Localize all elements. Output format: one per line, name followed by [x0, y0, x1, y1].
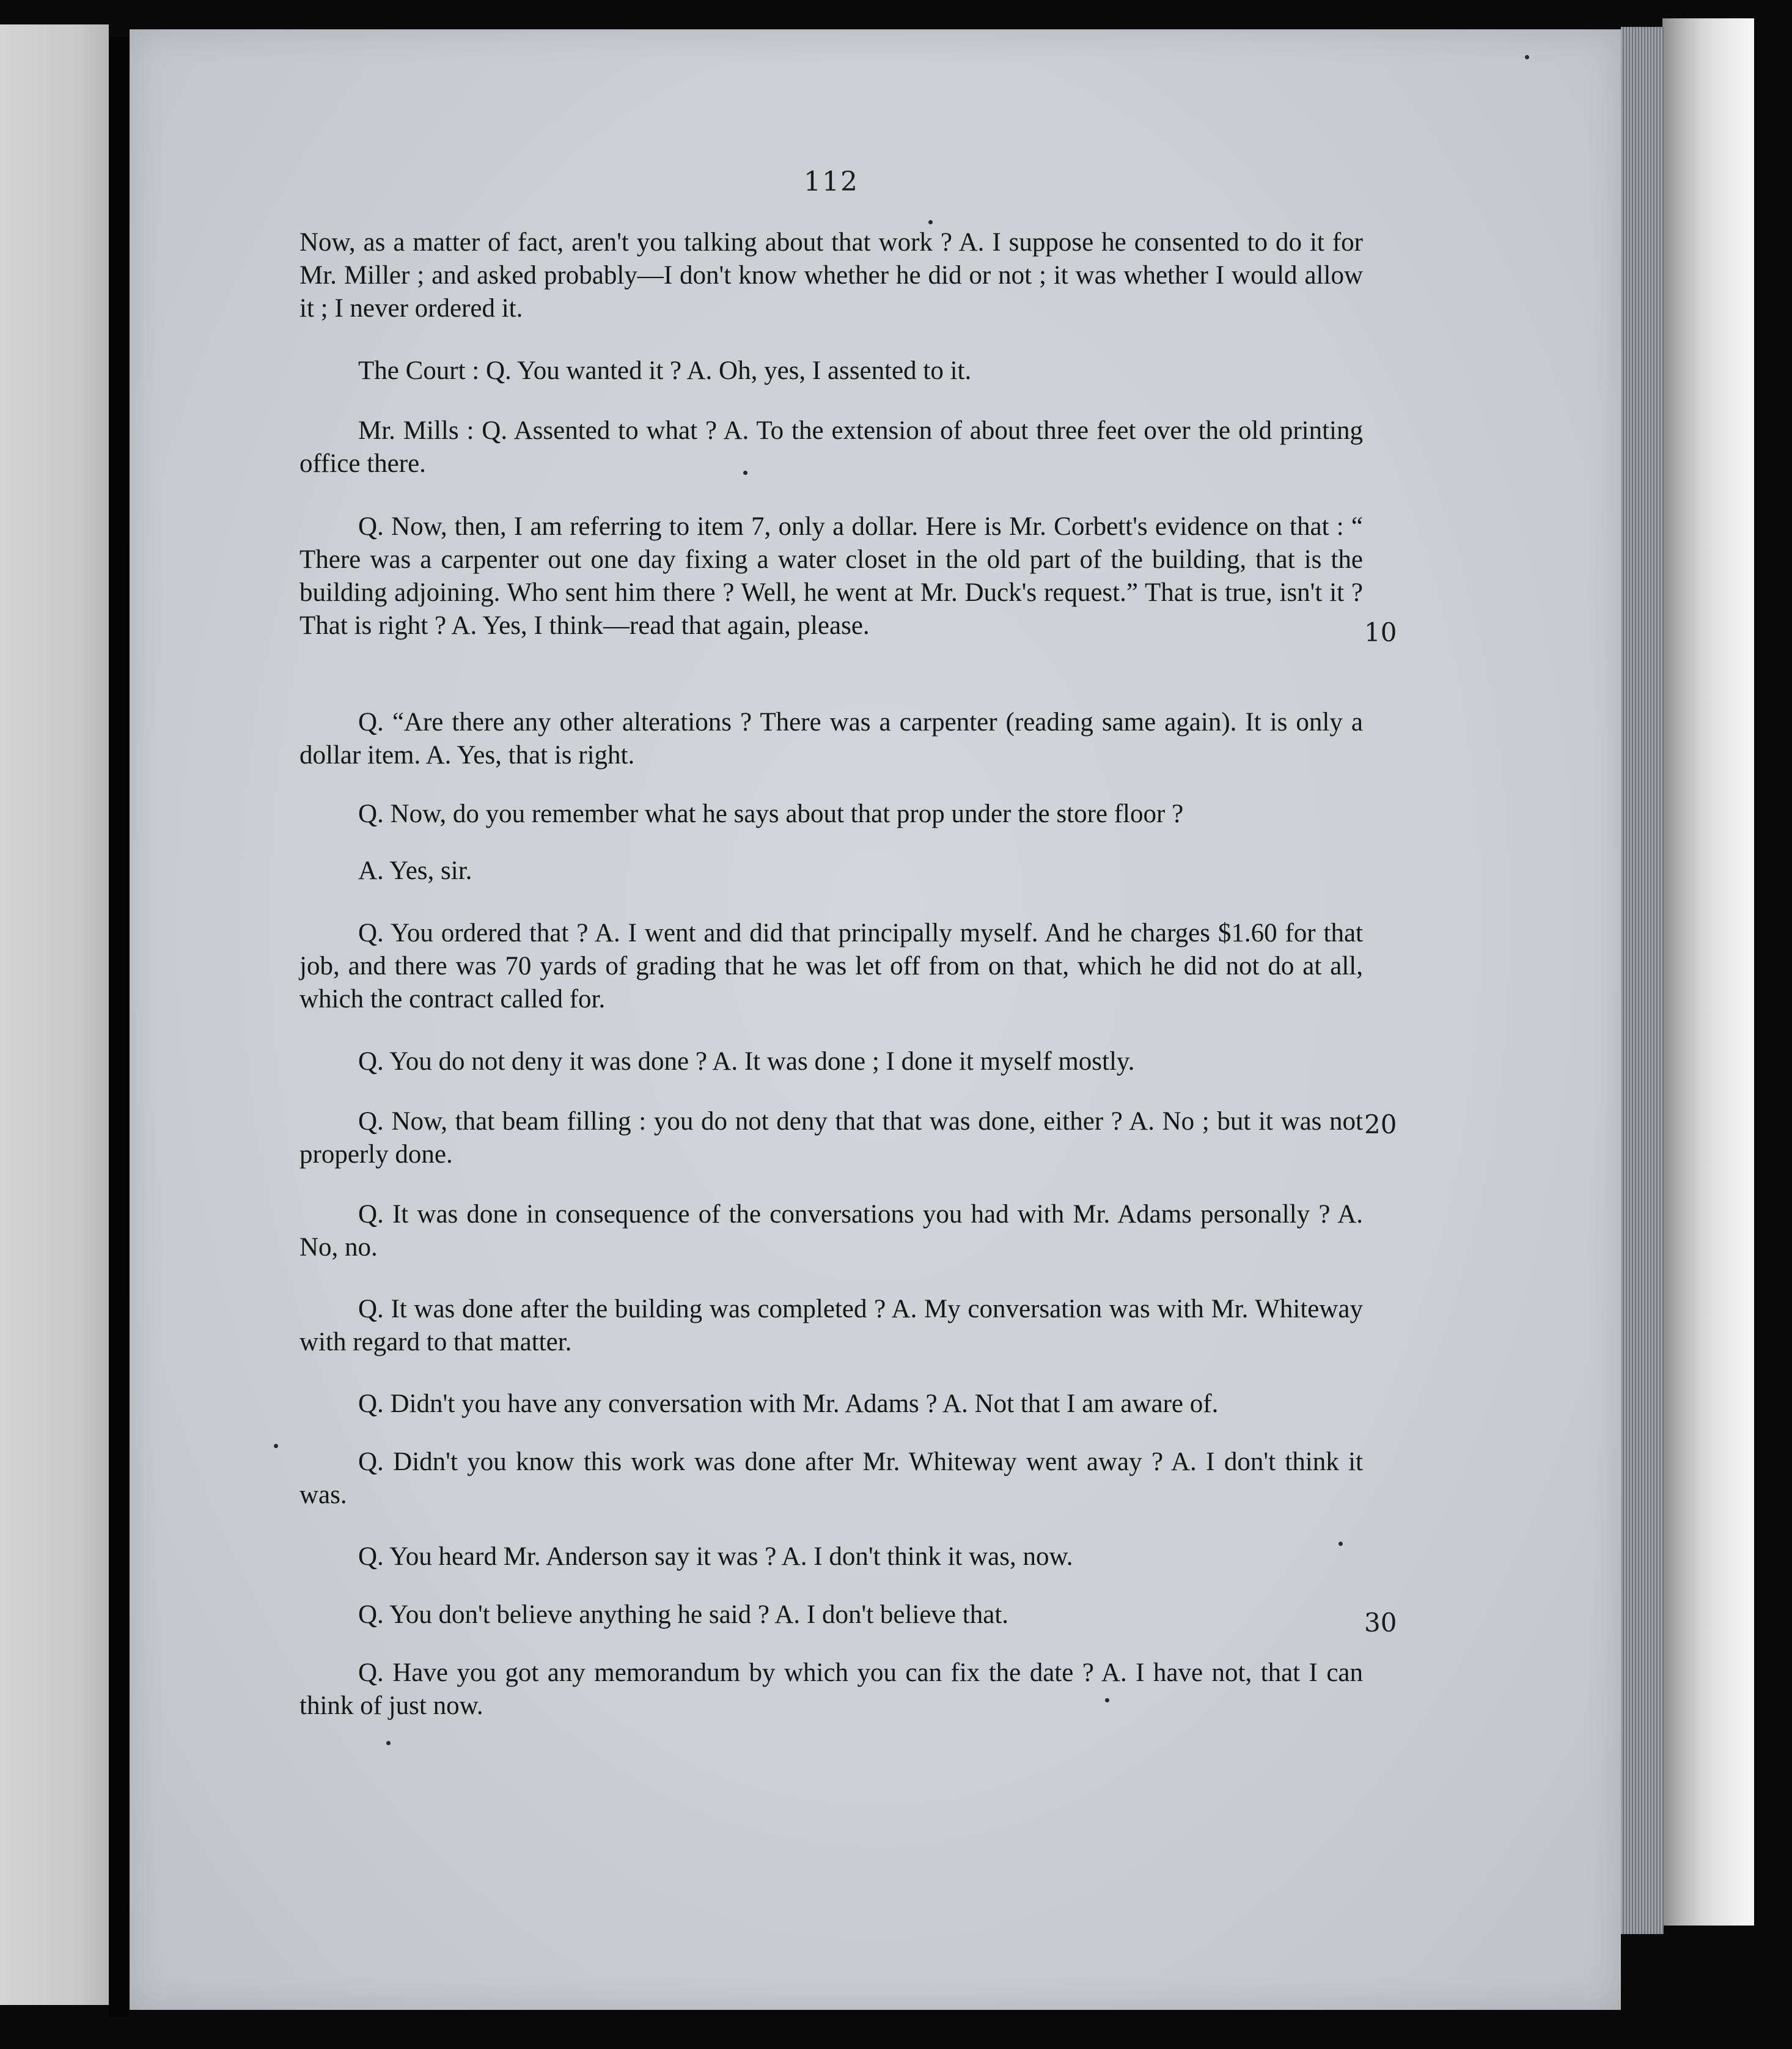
paragraph-17: Q. Have you got any memorandum by which you can fix the date ? A. I have not, that I can think of just now. [299, 1658, 1363, 1720]
paragraph-6: Q. Now, do you remember what he says about that prop under the store floor ? [358, 800, 1184, 828]
binding-gutter [109, 37, 130, 2017]
print-speck [1105, 1698, 1109, 1702]
paragraph-4: Q. Now, then, I am referring to item 7, only a dollar. Here is Mr. Corbett's evidence on that : “ There was a carpenter out one day fixing a water closet in the old part of the building, that is the building adjoining. Who sent him there ? Well, he went at Mr. Duck's request.” That is true, isn't it ? That is right ? A. Yes, I think—read that again, please. [299, 512, 1363, 640]
facing-page-edge [0, 24, 109, 2005]
paragraph-11: Q. It was done in consequence of the conversations you had with Mr. Adams personally ? A. No, no. [299, 1200, 1363, 1262]
paragraph-2: The Court : Q. You wanted it ? A. Oh, yes, I assented to it. [358, 356, 972, 385]
margin-line-number: 20 [1364, 1109, 1397, 1139]
margin-line-number: 30 [1364, 1608, 1397, 1638]
print-speck [928, 220, 933, 224]
paragraph-14: Q. Didn't you know this work was done after Mr. Whiteway went away ? A. I don't think it was. [299, 1448, 1363, 1509]
paragraph-9: Q. You do not deny it was done ? A. It was done ; I done it myself mostly. [358, 1047, 1135, 1076]
paragraph-12: Q. It was done after the building was completed ? A. My conversation was with Mr. Whiteway with regard to that matter. [299, 1295, 1363, 1356]
paragraph-13: Q. Didn't you have any conversation with Mr. Adams ? A. Not that I am aware of. [358, 1389, 1219, 1418]
paragraph-10: Q. Now, that beam filling : you do not deny that that was done, either ? A. No ; but it was not properly done. [299, 1107, 1363, 1169]
paragraph-1: Now, as a matter of fact, aren't you talking about that work ? A. I suppose he consented to do it for Mr. Miller ; and asked probably—I don't know whether he did or not ; it was whether I would allow it ; I never ordered it. [299, 228, 1363, 323]
paragraph-7: A. Yes, sir. [358, 856, 472, 885]
print-speck [1338, 1542, 1343, 1546]
page-stack-edge [1621, 27, 1664, 1934]
print-speck [1525, 55, 1529, 59]
scan-background [1662, 18, 1754, 1926]
paragraph-16: Q. You don't believe anything he said ? A. I don't believe that. [358, 1600, 1009, 1629]
print-speck [274, 1444, 278, 1448]
paragraph-5: Q. “Are there any other alterations ? There was a carpenter (reading same again). It is only a dollar item. A. Yes, that is right. [299, 708, 1363, 770]
print-speck [743, 471, 747, 475]
paragraph-3: Mr. Mills : Q. Assented to what ? A. To the extension of about three feet over the old printing office there. [299, 416, 1363, 478]
paragraph-15: Q. You heard Mr. Anderson say it was ? A. I don't think it was, now. [358, 1542, 1073, 1571]
margin-line-number: 10 [1364, 617, 1397, 647]
page-number: 112 [804, 166, 859, 197]
paragraph-8: Q. You ordered that ? A. I went and did that principally myself. And he charges $1.60 for that job, and there was 70 yards of grading that he was let off from on that, which he did not do at all, which the contract called for. [299, 919, 1363, 1013]
print-speck [386, 1741, 391, 1745]
